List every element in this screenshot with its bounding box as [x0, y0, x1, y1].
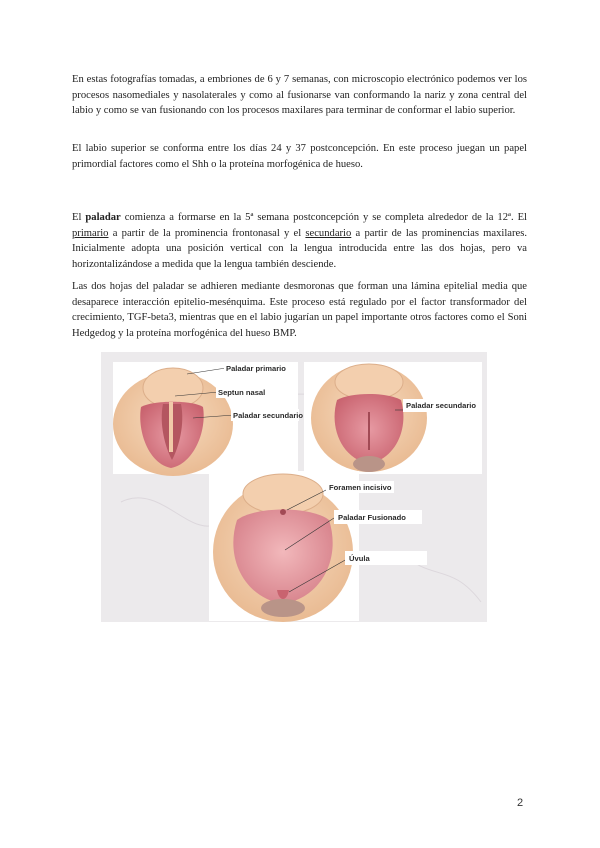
- label-paladar-primario: Paladar primario: [226, 364, 286, 373]
- p3-text-3: a partir de la prominencia frontonasal y el: [108, 227, 306, 239]
- paragraph-upper-lip: El labio superior se conforma entre los días 24 y 37 postconcepción. En este proceso juegan un papel primordial factores como el Shh o la proteína morfogénica de hueso.: [72, 143, 527, 170]
- paragraph-embryos: En estas fotografías tomadas, a embriones de 6 y 7 semanas, con microscopio electrónico podemos ver los procesos nasomediales y nasolaterales y como al fusionarse van conformando la nariz y zona central del labio y como se van fusionando con los procesos maxilares para terminar de conformar el labio superior.: [72, 74, 527, 117]
- paragraph-palate-formation: [72, 210, 527, 272]
- p3-underline-primario: primario: [72, 227, 109, 239]
- paragraph-palate-fusion: Las dos hojas del paladar se adhieren mediante desmoronas que forman una lámina epitelial media que desaparece interacción epitelio-mesénquima. Este proceso está regulado por el factor transformador del crecimiento, TGF-beta3, mientras que en el labio jugarían un papel importante otros factores como el Soni Hedgedog y la proteína morfogénica del hueso BMP.: [72, 281, 527, 339]
- label-foramen-incisivo: Foramen incisivo: [329, 483, 392, 492]
- palate-illustration: [101, 352, 487, 622]
- panel-secondary-palate: [304, 362, 482, 474]
- p3-text-1: El: [72, 212, 86, 223]
- p3-text-4: a partir de las prominencias maxilares. Inicialmente adopta una posición vertical con la lengua introducida entre las dos hojas, pero va horizontalizándose a medida que la lengua también desciende.: [72, 227, 527, 270]
- label-paladar-fusionado: Paladar Fusionado: [338, 513, 406, 522]
- label-septum-nasal: Septun nasal: [218, 388, 266, 397]
- panel-fused-palate: [209, 471, 359, 622]
- label-paladar-secundario-2: Paladar secundario: [406, 401, 477, 410]
- palate-development-figure: [101, 352, 487, 622]
- p3-bold-paladar: paladar: [85, 212, 121, 223]
- p3-text-2: comienza a formarse en la 5ª semana postconcepción y se completa alrededor de la 12ª. El: [120, 212, 527, 223]
- p3-underline-secundario: secundario: [305, 227, 352, 239]
- label-paladar-secundario-1: Paladar secundario: [233, 411, 304, 420]
- page-number: 2: [517, 797, 524, 809]
- label-uvula: Úvula: [349, 554, 370, 563]
